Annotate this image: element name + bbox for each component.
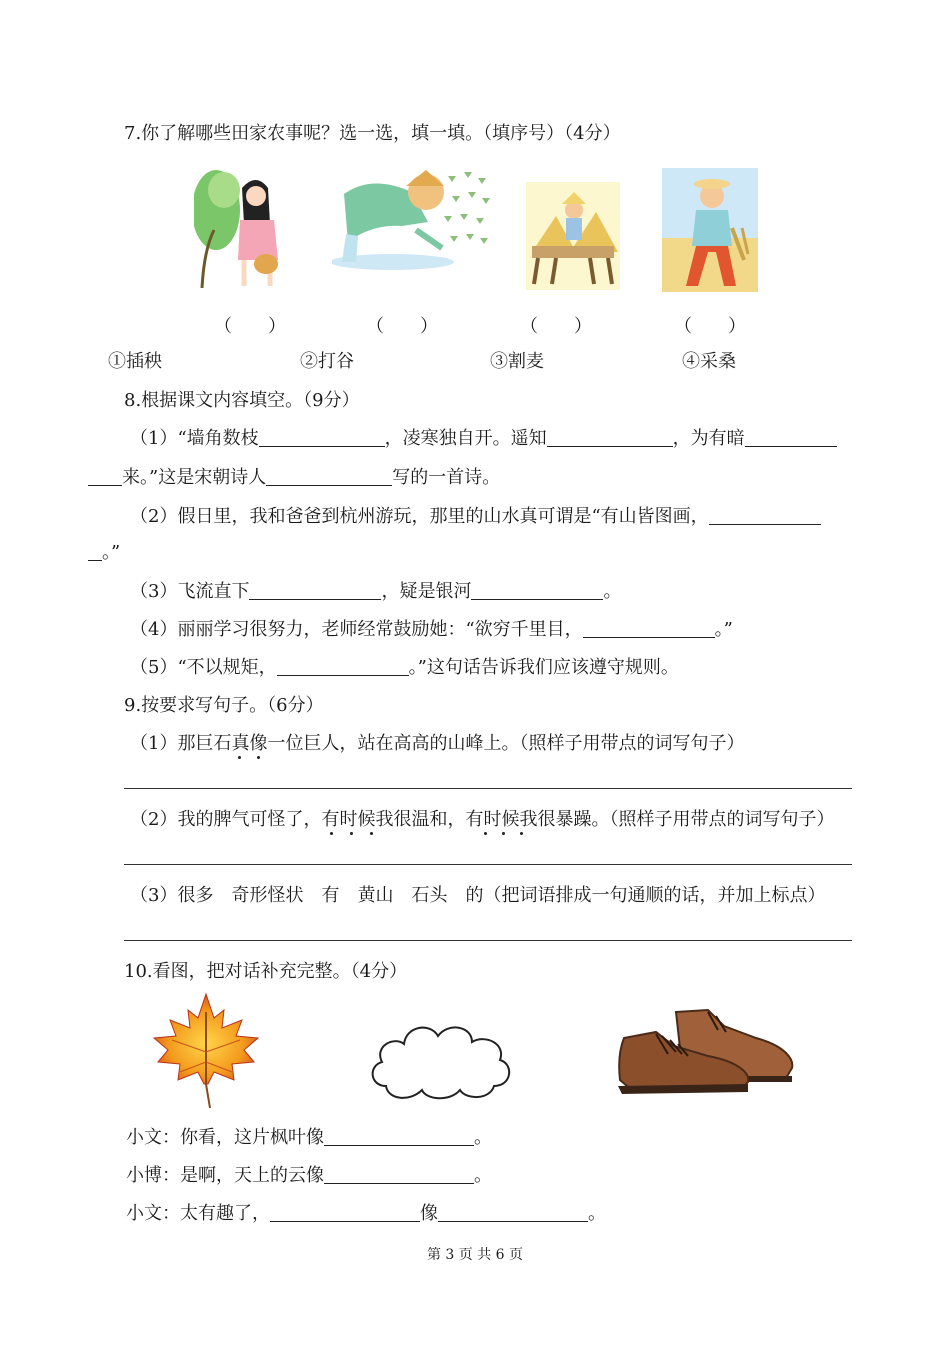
q9-sentence-1: （1）那巨石真像一位巨人，站在高高的山峰上。（照样子用带点的词写句子）: [130, 733, 745, 754]
dialogue-line-1: [126, 1126, 492, 1150]
threshing-grain-image: [526, 182, 620, 290]
q7-blank-4[interactable]: （ ）: [674, 316, 746, 337]
dialogue-text: 像: [420, 1203, 438, 1224]
fill-blank[interactable]: [277, 657, 409, 676]
q8-text: 写的一首诗。: [392, 467, 501, 488]
dialogue-text: 。: [474, 1127, 492, 1148]
q8-text: （3）飞流直下: [130, 581, 250, 602]
fill-blank[interactable]: [438, 1203, 588, 1222]
answer-line-2[interactable]: [124, 864, 852, 865]
q8-text: ，为有暗: [672, 428, 745, 449]
answer-line-3[interactable]: [124, 940, 852, 941]
dialogue-text: 小博：是啊，天上的云像: [126, 1165, 324, 1186]
fill-blank[interactable]: [745, 428, 837, 447]
q8-text: 。: [603, 581, 622, 602]
answer-line-1[interactable]: [124, 788, 852, 789]
q9-sentence-2: （2）我的脾气可怪了，有时候我很温和，有时候我很暴躁。（照样子用带点的词写句子）: [130, 809, 835, 830]
q9-sentence-3: （3）很多 奇形怪状 有 黄山 石头 的（把词语排成一句通顺的话，并加上标点）: [130, 885, 826, 906]
fill-blank[interactable]: [324, 1165, 474, 1184]
fill-blank[interactable]: [324, 1127, 474, 1146]
emphasis-dot: [330, 832, 333, 835]
q8-item-5: [130, 656, 679, 680]
emphasis-dot: [257, 756, 260, 759]
q8-text: （5）“不以规矩，: [130, 657, 277, 678]
shoes-image: [616, 1008, 796, 1096]
dialogue-text: 。: [588, 1203, 606, 1224]
q8-text: 来。”这是宋朝诗人: [122, 467, 267, 488]
q9-title: 9.按要求写句子。（6分）: [124, 695, 324, 716]
fill-blank[interactable]: [88, 542, 102, 561]
q8-text: ，凌寒独自开。遥知: [384, 428, 547, 449]
q8-text: ，疑是银河: [381, 581, 472, 602]
dialogue-line-2: [126, 1164, 492, 1188]
q7-blank-1[interactable]: （ ）: [214, 316, 286, 337]
fill-blank[interactable]: [266, 467, 392, 486]
emphasis-dot: [502, 832, 505, 835]
q8-text: （1）“墙角数枝: [130, 428, 259, 449]
cloud-image: [366, 1016, 516, 1104]
q7-option-1: ①插秧: [108, 351, 162, 372]
fill-blank[interactable]: [249, 581, 381, 600]
q8-item-2-line-2: [88, 541, 120, 565]
q8-text: （4）丽丽学习很努力，老师经常鼓励她：“欲穷千里目，: [130, 619, 583, 640]
fill-blank[interactable]: [547, 428, 673, 447]
dialogue-text: 小文：你看，这片枫叶像: [126, 1127, 324, 1148]
emphasis-dot: [370, 832, 373, 835]
q7-blank-2[interactable]: （ ）: [366, 316, 438, 337]
q7-option-2: ②打谷: [300, 351, 354, 372]
maple-leaf-image: [150, 992, 262, 1110]
q8-item-4: [130, 618, 733, 642]
rice-transplanting-image: [332, 164, 490, 272]
q8-item-1-line-1: [130, 427, 837, 451]
fill-blank[interactable]: [471, 581, 603, 600]
q7-title: 7.你了解哪些田家农事呢？选一选，填一填。（填序号）（4分）: [124, 123, 621, 144]
q8-text: 。”这句话告诉我们应该遵守规则。: [408, 657, 679, 678]
q8-item-1-line-2: [88, 466, 500, 490]
q7-option-4: ④采桑: [682, 351, 736, 372]
mulberry-picking-image: [194, 160, 284, 288]
emphasis-dot: [238, 756, 241, 759]
emphasis-dot: [350, 832, 353, 835]
q8-text: 。”: [102, 542, 121, 563]
fill-blank[interactable]: [583, 619, 715, 638]
wheat-harvesting-image: [662, 168, 758, 292]
page-footer: 第 3 页 共 6 页: [426, 1247, 524, 1263]
q10-title: 10.看图，把对话补充完整。（4分）: [124, 961, 408, 982]
q8-item-3: [130, 580, 621, 604]
dialogue-line-3: [126, 1202, 606, 1226]
fill-blank[interactable]: [88, 467, 122, 486]
dialogue-text: 小文：太有趣了，: [126, 1203, 270, 1224]
q7-blank-3[interactable]: （ ）: [520, 316, 592, 337]
emphasis-dot: [520, 832, 523, 835]
fill-blank[interactable]: [709, 506, 821, 525]
q8-item-2-line-1: [130, 505, 821, 529]
q8-text: 。”: [714, 619, 733, 640]
dialogue-text: 。: [474, 1165, 492, 1186]
q7-option-3: ③割麦: [490, 351, 544, 372]
fill-blank[interactable]: [270, 1203, 420, 1222]
emphasis-dot: [484, 832, 487, 835]
q8-text: （2）假日里，我和爸爸到杭州游玩，那里的山水真可谓是“有山皆图画，: [130, 506, 709, 527]
fill-blank[interactable]: [259, 428, 385, 447]
q8-title: 8.根据课文内容填空。（9分）: [124, 390, 360, 411]
